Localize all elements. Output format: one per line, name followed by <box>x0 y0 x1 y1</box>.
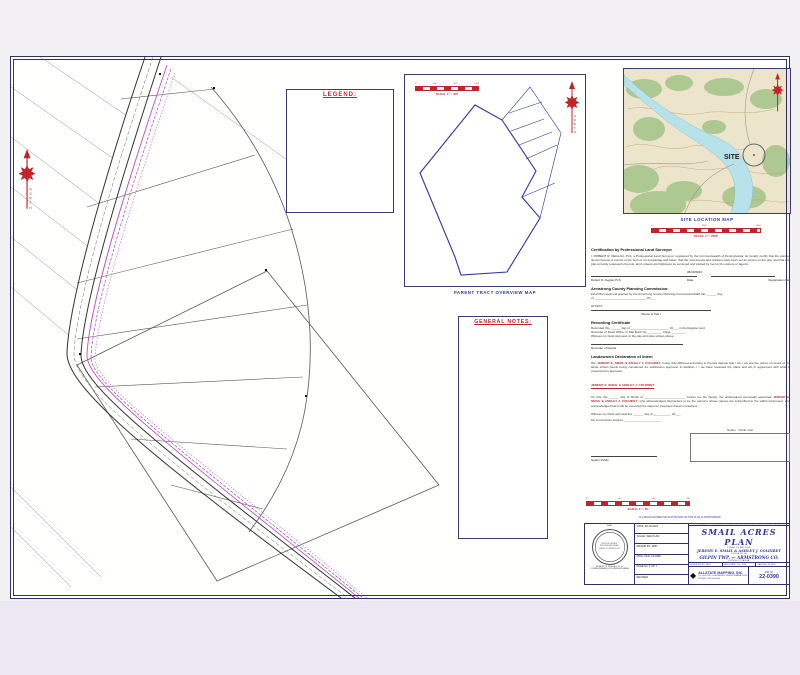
notary-seal-label: Notary · Public seal <box>726 427 753 432</box>
svg-text:H: H <box>574 130 577 134</box>
title-block-bottom-band <box>689 562 789 584</box>
seal-top-label: SEAL <box>606 525 613 527</box>
recording-body-1: Recorded this ______ day of ______________________, 20___ in the Register and <box>591 326 705 331</box>
recording-cert-heading: Recording Certificate <box>591 319 631 325</box>
owner-signature-line: JEREMY E. SMAIL & ASHLEY J. COLDIRET <box>591 383 655 388</box>
info-row-date: DATE: 08-19-2024 <box>635 524 688 534</box>
plan-owners: JEREMY E. SMAIL & ASHLEY J. COLDIRET <box>697 549 781 554</box>
info-row-dwgfile: DWG. FILE: 22-0390 <box>635 555 688 565</box>
job-number-label: JOB No. <box>764 571 774 575</box>
title-column <box>689 524 789 584</box>
company-cell <box>689 567 748 584</box>
notary-post: , who acknowledged themselves to be the persons whose names are subscribed to the within instrument, and acknowledged that it will be executed the same for purposes therein contained. <box>591 399 790 408</box>
plan-scalebar <box>586 498 690 511</box>
subcell-field-date: FIELD DATE: JUL. 2024 <box>723 563 757 566</box>
signature-lines <box>591 275 790 277</box>
site-topo-drawing <box>624 69 791 214</box>
signature-line <box>711 275 775 277</box>
signature-line <box>591 343 683 345</box>
witness-line: Witness my hand and seal this ______ day of __________, 20___. <box>591 411 682 416</box>
company-name: ALLSTATE MAPPING, INC. <box>698 571 744 576</box>
signature-labels <box>591 278 790 282</box>
seal-line: REGISTERED <box>601 542 618 545</box>
declaration-heading: Landowners Declaration of Intent <box>591 354 653 360</box>
scalebar-caption: SCALE: 1" = 50' <box>627 507 649 511</box>
notary-body <box>591 395 790 407</box>
signature-line <box>591 309 711 311</box>
svg-text:N: N <box>574 114 577 118</box>
parent-map-caption: PARENT TRACT OVERVIEW MAP <box>453 290 537 295</box>
name-title-label: (Name & Title ) <box>640 311 661 316</box>
svg-text:T: T <box>29 201 32 206</box>
situate-label: SITUATE IN <box>731 553 747 556</box>
recording-body-2: Recorder of Deed Office, in Plat Book No. ________, Page ________. <box>591 330 686 335</box>
plan-municipality: GILPIN TWP. — ARMSTRONG CO. <box>699 555 779 561</box>
svg-text:R: R <box>29 196 32 201</box>
north-arrow-icon <box>565 81 579 137</box>
parent-map-scalebar <box>415 83 479 96</box>
scalebar <box>586 501 690 507</box>
note-above-title-block: ALL ROAD CENTERLINE DATA SHOWN ON THIS PLAN IS APPROXIMATE <box>639 516 721 519</box>
scalebar-ticks: 0 400 800 1200 <box>415 83 479 85</box>
notary-pre: On this, the ______ day of Month of ________________________, before me the Notary, the undersigned personally appeared, <box>591 395 774 400</box>
general-notes-title: GENERAL NOTES: <box>474 319 532 325</box>
info-row-drawnby: DRAWN BY: RRD <box>635 544 688 554</box>
legend-title: LEGEND: <box>323 92 357 98</box>
seal-line: PROFESSIONAL <box>599 545 620 548</box>
legend-box <box>286 89 394 213</box>
seal-name: ROBERT R. DEGLAU, P.L.S. <box>596 565 623 568</box>
declaration-body <box>591 361 790 373</box>
seal-column <box>585 524 635 584</box>
parent-map-circles <box>405 75 585 286</box>
surveyor-seal <box>592 529 628 565</box>
planning-body-2: of ______________________________, 20___. <box>591 296 657 301</box>
surveyor-cert-body: I, ROBERT R. DEGLAU, PLS, a Professional Land Surveyor, registered by the Commonwealth of Pennsylvania, do hereby certify that the plan as shown hereon is correct to the best of my knowledge and belief, that the monuments and markers have been set as shown on the plat, and that this plat correctly represents the lots, land, streets and highways as surveyed and plotted by me for the owners or agents. <box>591 253 790 266</box>
title-block-note: ALL BEARINGS & DISTANCES SHOWN HEREON ARE IN FEET AND DECIMALS THEREOF <box>689 524 789 526</box>
scalebar <box>415 86 479 92</box>
subcell-cad-file: CAD FILE: 22-0390 <box>757 563 776 566</box>
plat-sheet <box>10 56 790 599</box>
parent-tract-map <box>404 74 586 287</box>
notary-seal-box <box>690 433 790 462</box>
scalebar-caption: SCALE: 1" = 400' <box>435 92 459 96</box>
site-map-scalebar <box>651 225 761 238</box>
notary-public-label: Notary Public <box>591 457 609 462</box>
scalebar-ticks: 0 2000 4000 <box>651 225 761 227</box>
svg-text:T: T <box>574 126 576 130</box>
company-logo-icon: ◆ <box>690 570 697 580</box>
svg-text:H: H <box>29 205 32 210</box>
job-number-cell <box>748 567 789 584</box>
scalebar <box>651 228 761 234</box>
recording-body-3: Witness my hand and seal on the day and date written above. <box>591 334 675 339</box>
plan-title: SMAIL ACRES PLAN <box>701 527 777 548</box>
company-address: P.O. BOX 000 · LEECHBURG, PENNSYLVANIA 15656 <box>698 575 747 578</box>
page-margin-band <box>0 601 800 675</box>
date-label: Date <box>686 277 694 282</box>
seal-line: LAND SURVEYOR <box>599 548 621 551</box>
final-plan-for-label: FINAL PLAN FOR <box>727 547 751 550</box>
company-phone: PHONE: (724) 000-0000 <box>698 577 721 580</box>
signature-date: 08/19/2024 <box>687 269 703 274</box>
registration-label: Registration No. <box>768 277 790 282</box>
notary-row <box>591 428 790 462</box>
signature-line <box>591 455 657 457</box>
certifications-column <box>591 243 790 462</box>
commission-line: My commission expires: ______________________ <box>591 417 662 422</box>
scalebar-caption: SCALE: 1" = 2000' <box>693 234 719 238</box>
svg-text:O: O <box>29 192 32 196</box>
info-row-page: PAGE No. 1 OF 1 <box>635 565 688 575</box>
plan-state: PENNSYLVANIA <box>728 560 750 563</box>
site-location-map <box>623 68 791 214</box>
job-number-value: 22-0390 <box>759 574 779 581</box>
svg-text:N: N <box>29 187 32 192</box>
surveyor-cert-heading: Certification by Professional Land Surveyor <box>591 247 673 252</box>
subcell-surveyed-by: SURVEYED BY: RRD <box>689 563 723 566</box>
planning-body-1: Final Plan approval granted by the Armstrong County Planning Commission/Staff this ______ day <box>591 292 723 297</box>
site-map-caption: SITE LOCATION MAP <box>680 217 734 222</box>
planning-commission-heading: Armstrong County Planning Commission: <box>591 285 669 291</box>
attest-label: ATTEST: <box>591 303 603 308</box>
scalebar-ticks: 0 50 100 200 <box>586 498 690 500</box>
declaration-pre: We, <box>591 360 598 365</box>
owner-names: JEREMY E. SMAIL & ASHLEY J. COLDIRET <box>591 395 790 404</box>
seal-state: COMMONWEALTH OF PENNSYLVANIA <box>590 568 629 571</box>
svg-text:O: O <box>574 118 577 122</box>
surveyor-name: Robert R. Deglau PLS <box>591 277 621 282</box>
north-arrow-icon <box>19 149 35 213</box>
site-label: SITE <box>724 154 740 161</box>
title-block <box>584 523 790 585</box>
signature-line <box>591 275 697 277</box>
info-row-scale: SCALE: SEE PLAN <box>635 534 688 544</box>
drawing-info-column <box>635 524 689 584</box>
owner-names: JEREMY E. SMAIL & ASHLEY J. COLDIRET <box>597 360 661 365</box>
general-notes-box <box>458 316 548 539</box>
svg-text:R: R <box>574 122 577 126</box>
info-row-revised: REVISED <box>636 575 648 579</box>
company-row <box>689 567 789 584</box>
declaration-post: , being duly affirmed according to the law depose that I am / we are the owner of record of the lands shown herein being considered for subdivision approval. In addition, I / we have reviewed the plans and am in agreement with what is presented for approval. <box>591 360 790 374</box>
recorder-label: Recorder of Deeds <box>591 346 617 351</box>
